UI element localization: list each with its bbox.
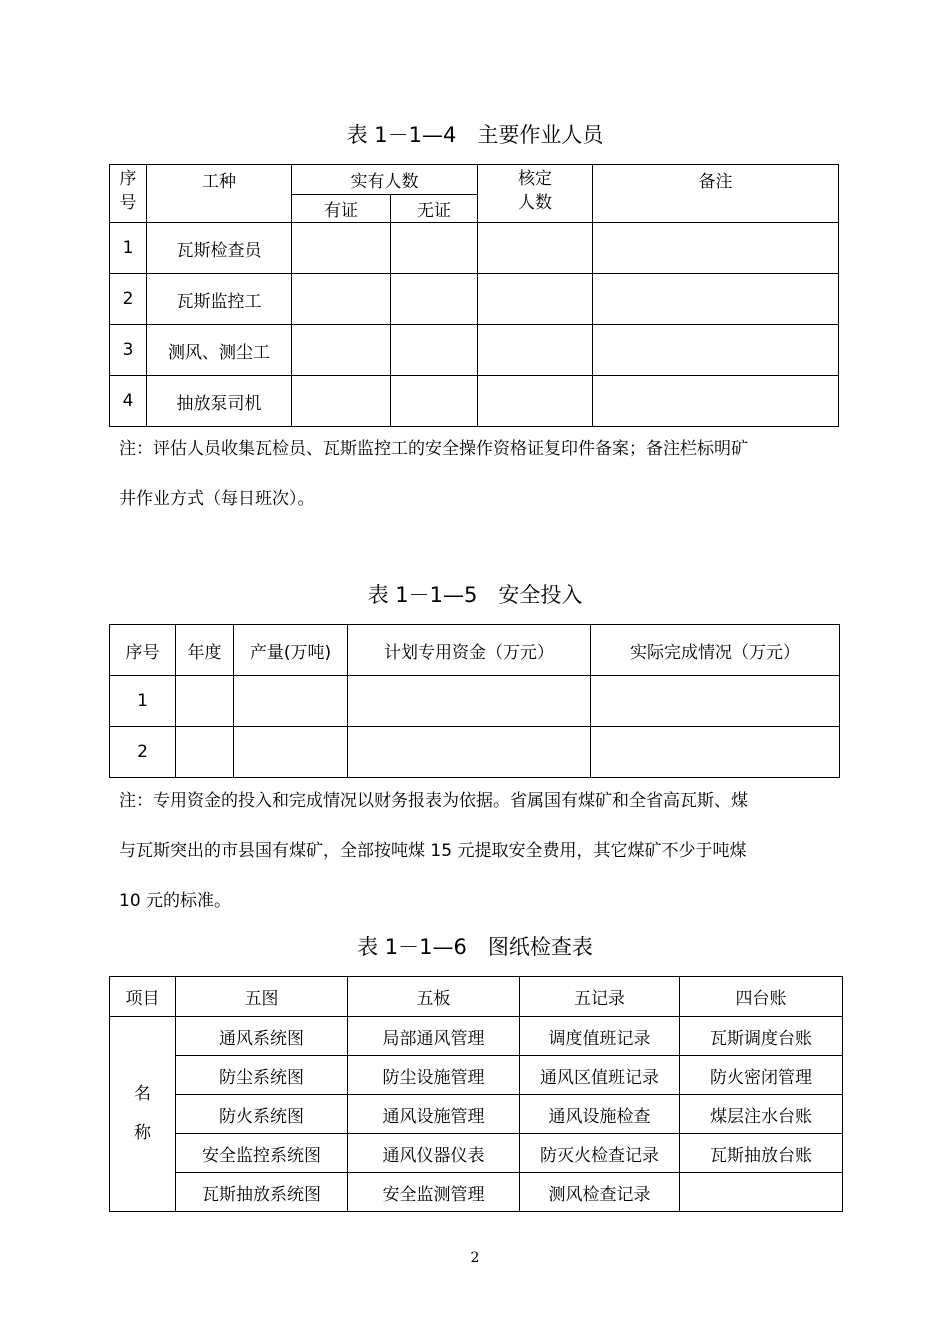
row-seq: 1 <box>110 223 147 274</box>
table-row <box>110 1173 843 1212</box>
row-actual <box>591 676 840 727</box>
row-with-cert <box>292 325 391 376</box>
cell-ledger: 瓦斯抽放台账 <box>680 1134 843 1173</box>
header-planned-funds: 计划专用资金（万元） <box>348 625 591 676</box>
row-approved <box>478 325 593 376</box>
table-row <box>110 376 839 427</box>
table-row <box>110 676 840 727</box>
header-seq <box>110 165 147 223</box>
header-actual-count: 实有人数 <box>292 165 478 195</box>
row-year <box>176 676 234 727</box>
cell-ledger: 煤层注水台账 <box>680 1095 843 1134</box>
row-output <box>234 676 348 727</box>
table5-title: 表 1－1—5 安全投入 <box>367 583 583 607</box>
row-type: 测风、测尘工 <box>147 325 292 376</box>
table5-note-line3: 10 元的标准。 <box>119 891 232 911</box>
cell-map: 瓦斯抽放系统图 <box>176 1173 348 1212</box>
cell-map: 通风系统图 <box>176 1017 348 1056</box>
cell-board: 防尘设施管理 <box>348 1056 520 1095</box>
table-row <box>110 274 839 325</box>
table5-note-line1: 注：专用资金的投入和完成情况以财务报表为依据。省属国有煤矿和全省高瓦斯、煤 <box>119 791 748 811</box>
row-type: 瓦斯检查员 <box>147 223 292 274</box>
cell-map: 防尘系统图 <box>176 1056 348 1095</box>
row-seq: 2 <box>110 274 147 325</box>
header-year: 年度 <box>176 625 234 676</box>
row-without-cert <box>391 223 478 274</box>
cell-map: 防火系统图 <box>176 1095 348 1134</box>
header-four-ledgers: 四台账 <box>680 977 843 1017</box>
row-planned <box>348 676 591 727</box>
row-remarks <box>593 223 839 274</box>
header-with-cert: 有证 <box>292 195 391 223</box>
name-label-line2: 称 <box>134 1123 151 1143</box>
name-label-line1: 名 <box>134 1084 151 1104</box>
header-remarks: 备注 <box>593 165 839 223</box>
table-row <box>110 325 839 376</box>
cell-record: 防灭火检查记录 <box>520 1134 680 1173</box>
table-row <box>110 1134 843 1173</box>
row-remarks <box>593 376 839 427</box>
table-row <box>110 1095 843 1134</box>
cell-board: 通风仪器仪表 <box>348 1134 520 1173</box>
header-seq: 序号 <box>110 625 176 676</box>
row-with-cert <box>292 223 391 274</box>
row-without-cert <box>391 325 478 376</box>
row-remarks <box>593 274 839 325</box>
row-seq: 2 <box>110 727 176 778</box>
table-row <box>110 1056 843 1095</box>
name-label <box>110 1017 176 1212</box>
header-item: 项目 <box>110 977 176 1017</box>
table-row <box>110 223 839 274</box>
cell-record: 调度值班记录 <box>520 1017 680 1056</box>
row-seq: 3 <box>110 325 147 376</box>
cell-ledger: 瓦斯调度台账 <box>680 1017 843 1056</box>
cell-map: 安全监控系统图 <box>176 1134 348 1173</box>
header-approved-count <box>478 165 593 223</box>
row-approved <box>478 274 593 325</box>
page-number: 2 <box>470 1250 480 1266</box>
row-year <box>176 727 234 778</box>
row-with-cert <box>292 274 391 325</box>
header-five-boards: 五板 <box>348 977 520 1017</box>
row-approved <box>478 376 593 427</box>
header-five-records: 五记录 <box>520 977 680 1017</box>
table6-title: 表 1－1—6 图纸检查表 <box>357 935 593 959</box>
cell-ledger: 防火密闭管理 <box>680 1056 843 1095</box>
table-row <box>110 727 840 778</box>
table4-note-line1: 注：评估人员收集瓦检员、瓦斯监控工的安全操作资格证复印件备案；备注栏标明矿 <box>119 439 748 459</box>
row-actual <box>591 727 840 778</box>
row-without-cert <box>391 376 478 427</box>
table5-safety-investment <box>109 624 840 778</box>
table-row <box>110 1017 843 1056</box>
header-five-maps: 五图 <box>176 977 348 1017</box>
row-remarks <box>593 325 839 376</box>
header-seq-line1: 序 <box>119 169 137 189</box>
header-output: 产量(万吨) <box>234 625 348 676</box>
header-actual-completion: 实际完成情况（万元） <box>591 625 840 676</box>
row-planned <box>348 727 591 778</box>
table6-drawing-inspection <box>109 976 843 1212</box>
cell-ledger <box>680 1173 843 1212</box>
row-seq: 4 <box>110 376 147 427</box>
row-output <box>234 727 348 778</box>
header-seq-line2: 号 <box>119 193 137 213</box>
header-without-cert: 无证 <box>391 195 478 223</box>
header-type: 工种 <box>147 165 292 223</box>
row-with-cert <box>292 376 391 427</box>
cell-board: 安全监测管理 <box>348 1173 520 1212</box>
header-approved-line2: 人数 <box>518 193 552 213</box>
table4-note-line2: 井作业方式（每日班次）。 <box>119 489 315 509</box>
row-type: 瓦斯监控工 <box>147 274 292 325</box>
row-type: 抽放泵司机 <box>147 376 292 427</box>
row-without-cert <box>391 274 478 325</box>
row-seq: 1 <box>110 676 176 727</box>
row-approved <box>478 223 593 274</box>
cell-record: 通风区值班记录 <box>520 1056 680 1095</box>
header-approved-line1: 核定 <box>518 169 552 189</box>
table4-title: 表 1－1—4 主要作业人员 <box>346 123 604 147</box>
table5-note-line2: 与瓦斯突出的市县国有煤矿，全部按吨煤 15 元提取安全费用，其它煤矿不少于吨煤 <box>119 841 747 861</box>
cell-record: 测风检查记录 <box>520 1173 680 1212</box>
table4-main-personnel <box>109 164 839 427</box>
cell-board: 局部通风管理 <box>348 1017 520 1056</box>
cell-board: 通风设施管理 <box>348 1095 520 1134</box>
cell-record: 通风设施检查 <box>520 1095 680 1134</box>
